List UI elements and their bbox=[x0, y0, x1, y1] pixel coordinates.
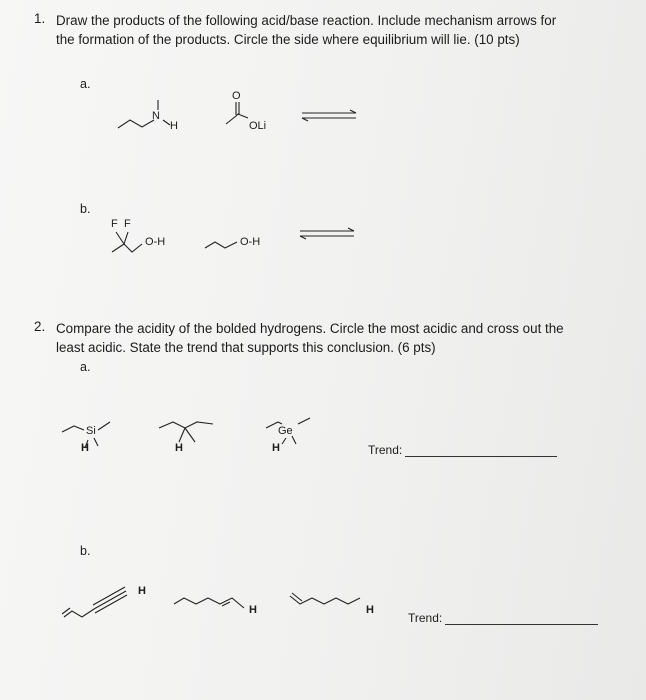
question-2a-label: a. bbox=[80, 360, 91, 374]
q2a-germanium-label: Ge bbox=[278, 425, 293, 437]
question-2b-label: b. bbox=[80, 544, 91, 558]
q2a-silane-structure bbox=[58, 418, 138, 458]
q2b-hydrogen-1-label: H bbox=[138, 585, 146, 597]
question-1b-label: b. bbox=[80, 202, 91, 216]
q2a-hydrogen-2-label: H bbox=[175, 442, 183, 454]
q2a-trend-label: Trend: bbox=[368, 443, 403, 457]
q2a-silicon-label: Si bbox=[86, 425, 96, 437]
q2a-trend-answer-line[interactable] bbox=[405, 456, 557, 457]
q2a-hydrogen-3-label: H bbox=[272, 442, 280, 454]
q2b-alkyne-structure bbox=[60, 585, 150, 625]
q2a-hydrogen-1-label: H bbox=[81, 442, 89, 454]
q1b-alcohol-structure bbox=[203, 234, 243, 254]
question-1-number: 1. bbox=[34, 11, 46, 26]
question-2-text-line-1: Compare the acidity of the bolded hydrogens. Circle the most acidic and cross out the bbox=[56, 321, 564, 336]
q2b-trend-label: Trend: bbox=[408, 611, 443, 625]
question-2-text-line-2: least acidic. State the trend that supports this conclusion. (6 pts) bbox=[56, 340, 436, 355]
q1b-hydroxyl-label-1: O-H bbox=[145, 236, 166, 248]
q1a-oli-label: OLi bbox=[249, 120, 267, 132]
q2b-hydrogen-2-label: H bbox=[249, 604, 257, 616]
q2b-alkane-structure bbox=[288, 590, 378, 620]
question-2-number: 2. bbox=[34, 319, 46, 334]
q2a-alkane-structure bbox=[155, 414, 235, 454]
question-1a-label: a. bbox=[80, 77, 91, 91]
q2b-trend-answer-line[interactable] bbox=[445, 624, 598, 625]
q1b-fluorine-1-label: F bbox=[111, 218, 118, 230]
question-1-text-line-2: the formation of the products. Circle the side where equilibrium will lie. (10 pts) bbox=[56, 32, 520, 47]
q2b-hydrogen-3-label: H bbox=[366, 604, 374, 616]
q1a-hydrogen-label: H bbox=[170, 120, 178, 132]
q1b-hydroxyl-label-2: O-H bbox=[240, 236, 261, 248]
q1a-carbonyl-oxygen-label: O bbox=[232, 90, 241, 102]
q1b-fluorine-2-label: F bbox=[124, 218, 131, 230]
q1b-equilibrium-arrow bbox=[298, 228, 358, 240]
q1a-nitrogen-label: N bbox=[152, 110, 160, 122]
q1a-equilibrium-arrow bbox=[300, 110, 360, 122]
question-1-text-line-1: Draw the products of the following acid/base reaction. Include mechanism arrows for bbox=[56, 13, 557, 28]
